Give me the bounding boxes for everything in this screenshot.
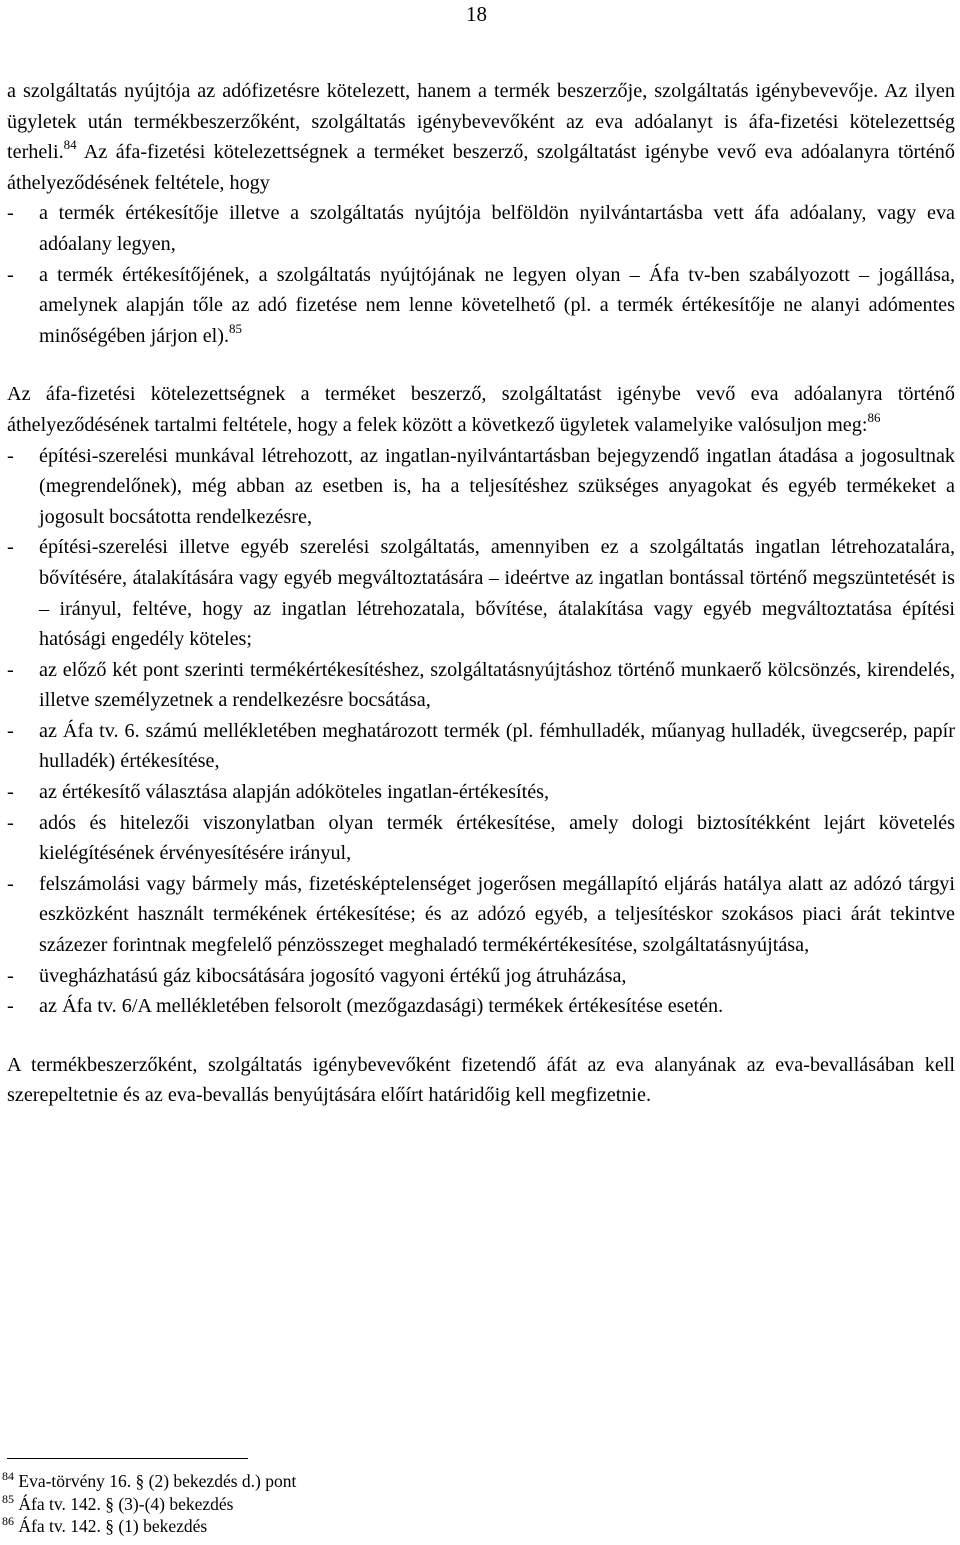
- footnote-86: [2, 1515, 296, 1538]
- footnote-number: 85: [2, 1491, 14, 1506]
- list-item: [7, 869, 955, 961]
- list-item: [7, 655, 955, 716]
- list-item: [7, 961, 955, 992]
- dash-marker: -: [7, 658, 14, 681]
- footnote-text: Eva-törvény 16. § (2) bekezdés d.) pont: [18, 1471, 297, 1491]
- list-item: [7, 991, 955, 1022]
- footnotes: [2, 1470, 296, 1538]
- list-item-text: az értékesítő választása alapján adóköteles ingatlan-értékesítés,: [39, 781, 550, 804]
- dash-marker: -: [7, 811, 14, 834]
- paragraph-1-intro: a szolgáltatás nyújtója az adófizetésre kötelezett, hanem a termék beszerzője, szolgáltatás igénybevevője. Az ilyen ügyletek után termékbeszerzőként, szolgáltatás igénybevevőként az eva adóalanyt is áfa-fizetési kötelezettség terheli.: [7, 80, 955, 164]
- list-item-text: az Áfa tv. 6. számú mellékletében meghatározott termék (pl. fémhulladék, műanyag hulladék, üvegcserép, papír hulladék) értékesítése,: [39, 719, 955, 773]
- list-item-text: az Áfa tv. 6/A mellékletében felsorolt (mezőgazdasági) termékek értékesítése esetén.: [39, 995, 724, 1018]
- list-item: [7, 777, 955, 808]
- footnote-text: Áfa tv. 142. § (1) bekezdés: [18, 1516, 208, 1536]
- list-item-text: az előző két pont szerinti termékértékesítéshez, szolgáltatásnyújtáshoz történő munkaerő kölcsönzés, kirendelés, illetve személyzetnek a rendelkezésre bocsátása,: [39, 658, 955, 712]
- dash-marker: -: [7, 536, 14, 559]
- list-item: [7, 198, 955, 259]
- paragraph-1-text: [7, 76, 955, 198]
- dash-marker: -: [7, 719, 14, 742]
- list-item: [7, 716, 955, 777]
- paragraph-1-list: [7, 198, 955, 351]
- paragraph-3-text: A termékbeszerzőként, szolgáltatás igénybevevőként fizetendő áfát az eva alanyának az eva-bevallásában kell szerepeltetnie és az eva-bevallás benyújtására előírt határidőig kell megfizetnie.: [7, 1053, 955, 1107]
- dash-marker: -: [7, 202, 14, 225]
- dash-marker: -: [7, 872, 14, 895]
- list-item-text: építési-szerelési illetve egyéb szerelési szolgáltatás, amennyiben ez a szolgáltatás ingatlan létrehozatalára, bővítésére, átalakítására vagy egyéb megváltoztatására – ideértve az ingatlan bontással történő megszüntetését is – irányul, feltéve, hogy az ingatlan létrehozatala, bővítése, átalakítása vagy egyéb megváltoztatása építési hatósági engedély köteles;: [39, 536, 955, 651]
- dash-marker: -: [7, 444, 14, 467]
- paragraph-2-list: [7, 441, 955, 1022]
- list-item-text: építési-szerelési munkával létrehozott, az ingatlan-nyilvántartásban bejegyzendő ingatlan átadása a jogosultnak (megrendelőnek), még abban az esetben is, ha a teljesítéshez szükséges anyagokat és egyéb termékeket a jogosult bocsátotta rendelkezésre,: [39, 444, 955, 528]
- paragraph-2-intro: Az áfa-fizetési kötelezettségnek a terméket beszerző, szolgáltatást igénybe vevő eva adóalanyra történő áthelyeződésének tartalmi feltétele, hogy a felek között a következő ügyletek valamelyike valósuljon meg:: [7, 383, 955, 436]
- paragraph-1-continuation: Az áfa-fizetési kötelezettségnek a terméket beszerző, szolgáltatást igénybe vevő eva adóalanyra történő áthelyeződésének feltétele, hogy: [7, 141, 955, 194]
- list-item-text: üvegházhatású gáz kibocsátására jogosító vagyoni értékű jog átruházása,: [39, 964, 627, 987]
- list-item: [7, 441, 955, 533]
- list-item-text: a termék értékesítője illetve a szolgáltatás nyújtója belföldön nyilvántartásba vett áfa adóalany, vagy eva adóalany legyen,: [39, 202, 955, 255]
- footnote-number: 84: [2, 1469, 14, 1483]
- page-number: 18: [466, 2, 487, 26]
- paragraph-2-text: [7, 379, 955, 440]
- list-item: [7, 532, 955, 654]
- footnote-ref-84[interactable]: 84: [63, 137, 77, 153]
- footnote-84: [2, 1470, 296, 1493]
- paragraph-3: [7, 1050, 955, 1111]
- list-item: [7, 260, 955, 352]
- dash-marker: -: [7, 995, 14, 1018]
- dash-marker: -: [7, 263, 14, 286]
- footnote-separator: [7, 1458, 248, 1459]
- footnote-ref-86[interactable]: 86: [867, 409, 881, 425]
- body-text: [7, 76, 955, 1111]
- dash-marker: -: [7, 964, 14, 987]
- list-item: [7, 808, 955, 869]
- list-item-text: adós és hitelezői viszonylatban olyan termék értékesítése, amely dologi biztosítékként lejárt követelés kielégítésének érvényesítésére irányul,: [39, 811, 955, 865]
- paragraph-2: [7, 379, 955, 1021]
- list-item-text: a termék értékesítőjének, a szolgáltatás nyújtójának ne legyen olyan – Áfa tv-ben szabályozott – jogállása, amelynek alapján tőle az adó fizetése nem lenne követelhető (pl. a termék értékesítője ne alanyi adómentes minőségében járjon el).: [39, 263, 955, 347]
- footnote-85: [2, 1493, 296, 1516]
- paragraph-1: [7, 76, 955, 351]
- footnote-number: 86: [2, 1514, 14, 1528]
- footnote-text: Áfa tv. 142. § (3)-(4) bekezdés: [18, 1493, 234, 1514]
- list-item-text: felszámolási vagy bármely más, fizetésképtelenséget jogerősen megállapító eljárás hatálya alatt az adózó tárgyi eszközként használt termékének értékesítése; és az adózó egyéb, a teljesítéskor szokásos piaci árát tekintve százezer forintnak megfelelő pénzösszeget meghaladó termékértékesítése, szolgáltatásnyújtása,: [39, 872, 955, 957]
- dash-marker: -: [7, 781, 14, 804]
- footnote-ref-85[interactable]: 85: [229, 320, 243, 336]
